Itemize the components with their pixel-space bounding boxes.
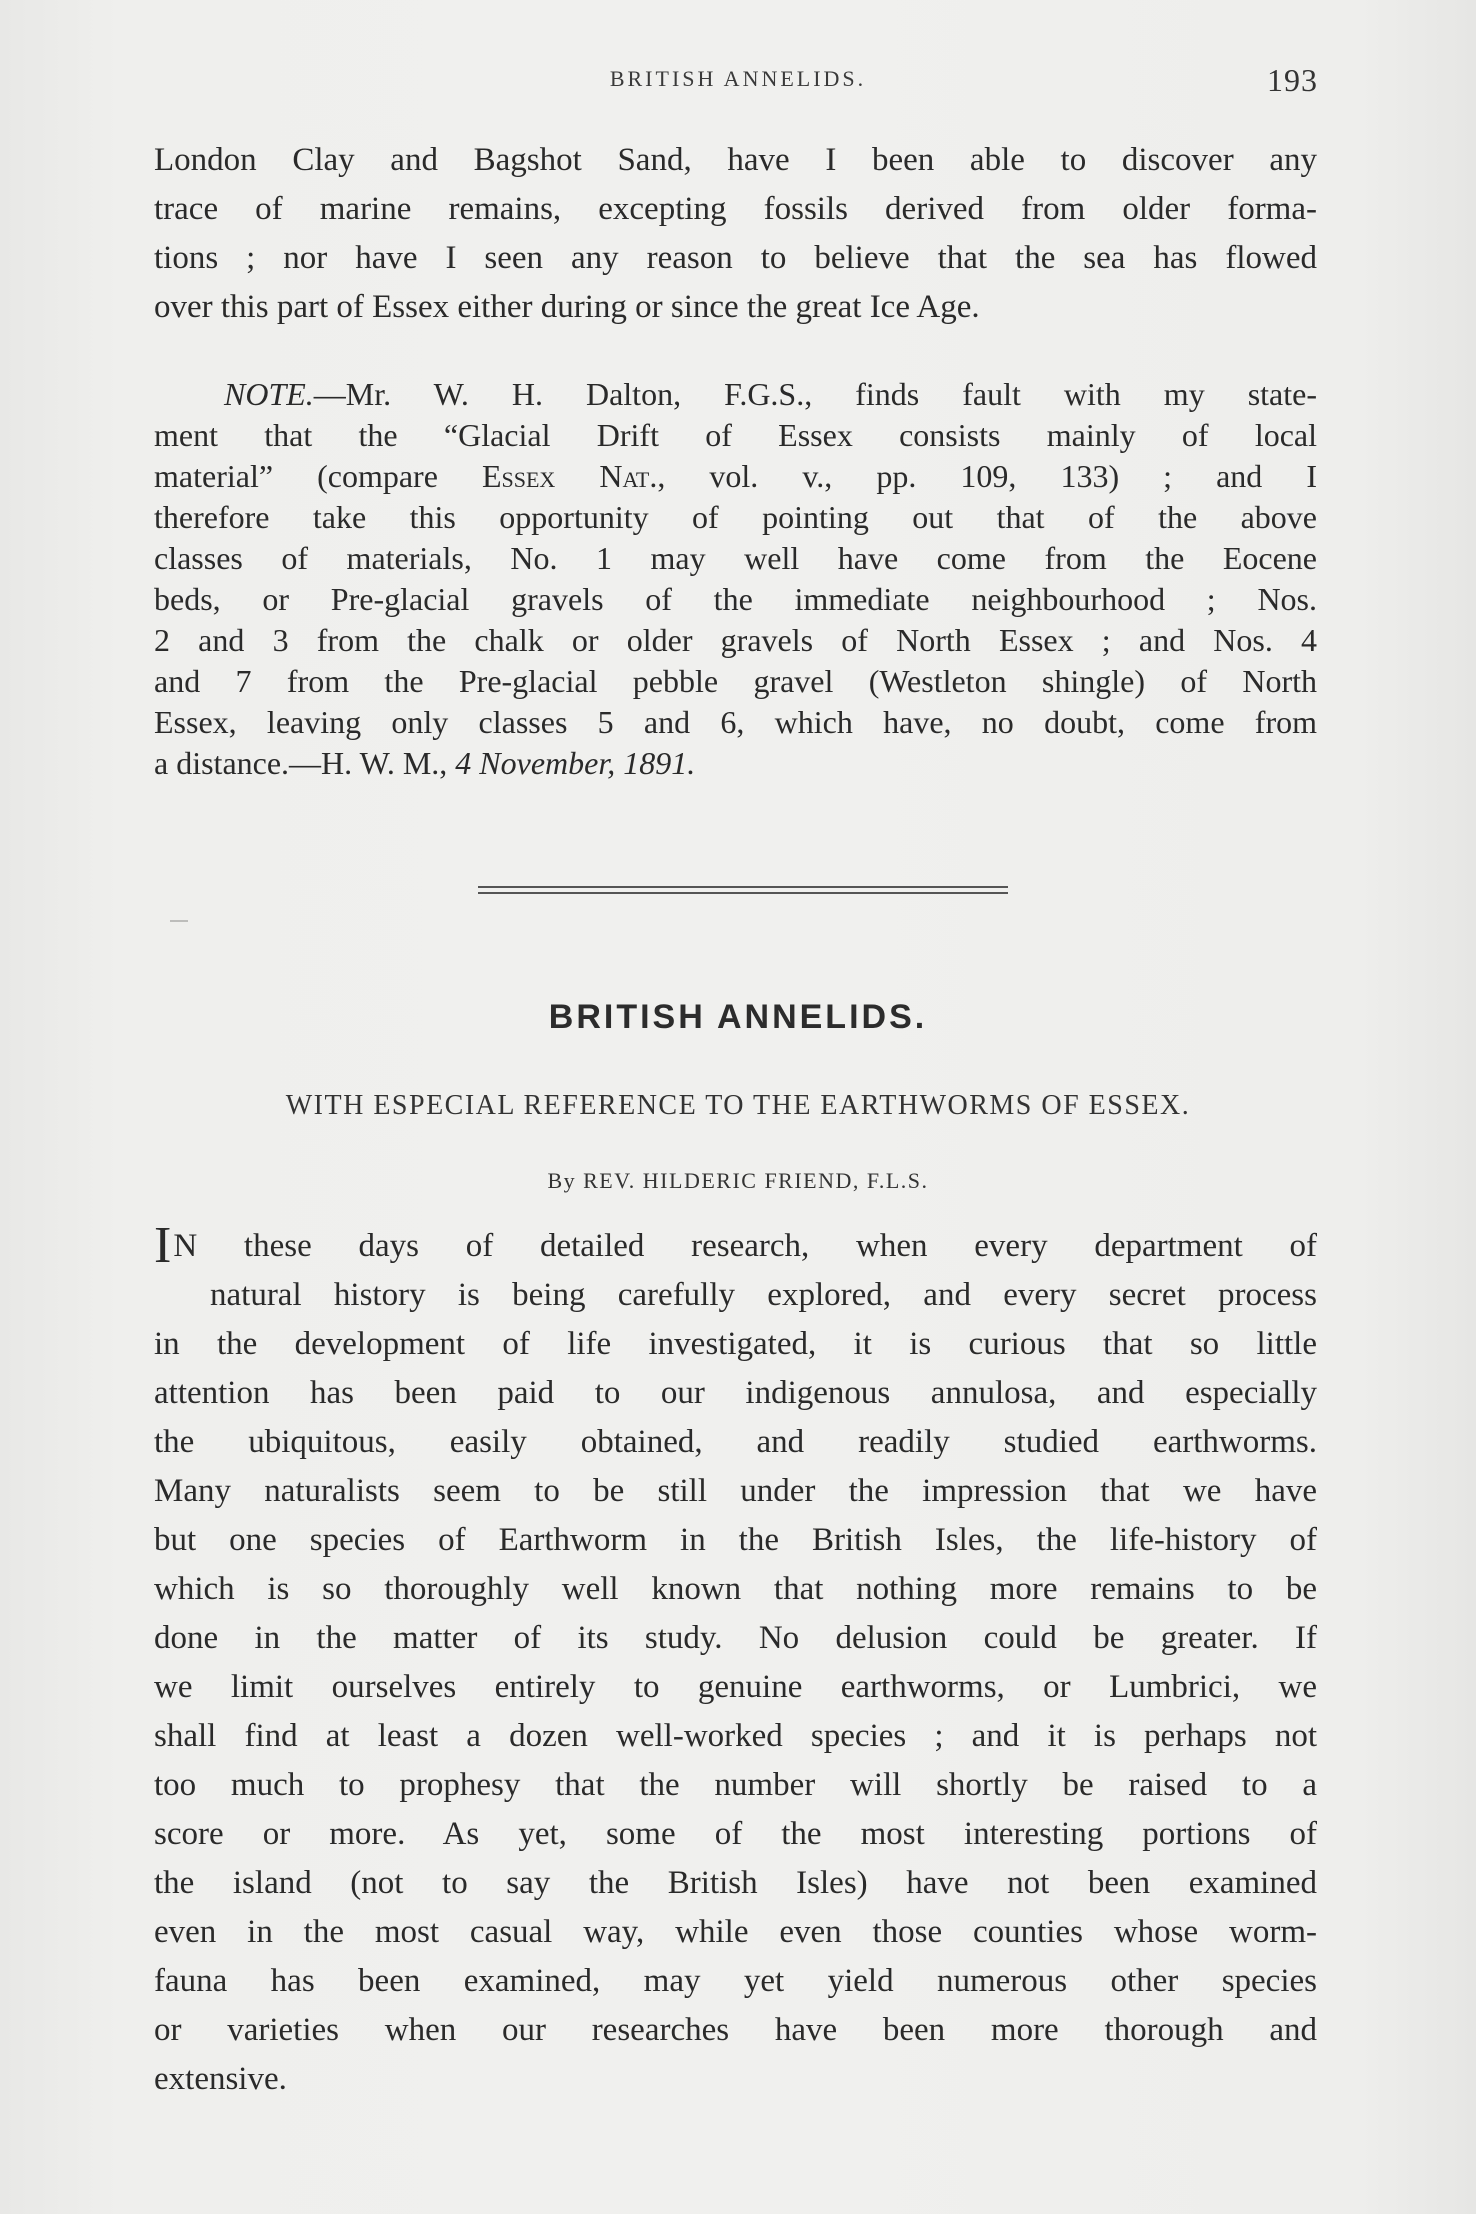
body-line: natural history is being carefully explored, and every secret process [210, 1277, 1317, 1313]
article-title: BRITISH ANNELIDS. [548, 998, 928, 1036]
note-line-text: material” (compare [154, 458, 482, 494]
body-line: Many naturalists seem to be still under the impression that we have [154, 1473, 1317, 1509]
body-line: but one species of Earthworm in the British Isles, the life-history of [154, 1522, 1317, 1558]
body-line: the island (not to say the British Isles) have not been examined [154, 1865, 1317, 1901]
body-line: in the development of life investigated, it is curious that so little [154, 1326, 1317, 1362]
note-line [154, 456, 1317, 497]
note-line: ment that the “Glacial Drift of Essex consists mainly of local [154, 417, 1317, 453]
note-line [154, 743, 1317, 784]
note-line: therefore take this opportunity of pointing out that of the above [154, 499, 1317, 535]
journal-abbreviation: Essex Nat. [481, 458, 658, 494]
body-line [154, 1217, 1317, 1274]
running-title: BRITISH ANNELIDS. [609, 66, 867, 91]
top-paragraph [154, 136, 1317, 332]
scan-mark [170, 920, 188, 922]
note-date: 4 November, 1891. [455, 745, 696, 781]
note-paragraph [154, 374, 1317, 784]
paragraph-line: trace of marine remains, excepting fossils derived from older forma- [154, 191, 1317, 227]
body-line: shall find at least a dozen well-worked species ; and it is perhaps not [154, 1718, 1317, 1754]
body-line: extensive. [154, 2061, 287, 2097]
note-line: Essex, leaving only classes 5 and 6, which have, no doubt, come from [154, 704, 1317, 740]
body-line: done in the matter of its study. No delusion could be greater. If [154, 1620, 1317, 1656]
paragraph-line: over this part of Essex either during or since the great Ice Age. [154, 289, 980, 325]
article-body [154, 1217, 1317, 2104]
note-line-text: a distance.—H. W. M., [154, 745, 456, 781]
note-label: NOTE. [224, 376, 314, 412]
body-line: the ubiquitous, easily obtained, and readily studied earthworms. [154, 1424, 1317, 1460]
note-line: beds, or Pre-glacial gravels of the immediate neighbourhood ; Nos. [154, 581, 1317, 617]
running-header [0, 62, 1476, 102]
page-number: 193 [1267, 62, 1318, 98]
article-byline: By REV. HILDERIC FRIEND, F.L.S. [547, 1168, 929, 1193]
paragraph-line: London Clay and Bagshot Sand, have I been able to discover any [154, 142, 1317, 178]
paragraph-line: tions ; nor have I seen any reason to believe that the sea has flowed [154, 240, 1317, 276]
section-divider [478, 884, 1008, 898]
note-line: and 7 from the Pre-glacial pebble gravel (Westleton shingle) of North [154, 663, 1317, 699]
body-line: fauna has been examined, may yet yield numerous other species [154, 1963, 1317, 1999]
body-line: or varieties when our researches have been more thorough and [154, 2012, 1317, 2048]
article-subtitle: WITH ESPECIAL REFERENCE TO THE EARTHWORMS OF ESSEX. [285, 1090, 1191, 1121]
body-line: too much to prophesy that the number will shortly be raised to a [154, 1767, 1317, 1803]
divider-rule [478, 892, 1008, 894]
note-line [154, 374, 1317, 415]
note-line: 2 and 3 from the chalk or older gravels of North Essex ; and Nos. 4 [154, 622, 1317, 658]
note-line-text: , vol. v., pp. 109, 133) ; and I [657, 458, 1318, 494]
body-line: we limit ourselves entirely to genuine earthworms, or Lumbrici, we [154, 1669, 1317, 1705]
divider-rule [478, 886, 1008, 888]
body-line: attention has been paid to our indigenous annulosa, and especially [154, 1375, 1317, 1411]
note-line-text: —Mr. W. H. Dalton, F.G.S., finds fault with my state- [313, 376, 1317, 412]
drop-cap: I [154, 1217, 172, 1274]
note-line: classes of materials, No. 1 may well have come from the Eocene [154, 540, 1317, 576]
body-line: score or more. As yet, some of the most interesting portions of [154, 1816, 1317, 1852]
body-line: which is so thoroughly well known that nothing more remains to be [154, 1571, 1317, 1607]
body-line: even in the most casual way, while even those counties whose worm- [154, 1914, 1317, 1950]
body-line-text: N these days of detailed research, when every department of [173, 1228, 1317, 1264]
